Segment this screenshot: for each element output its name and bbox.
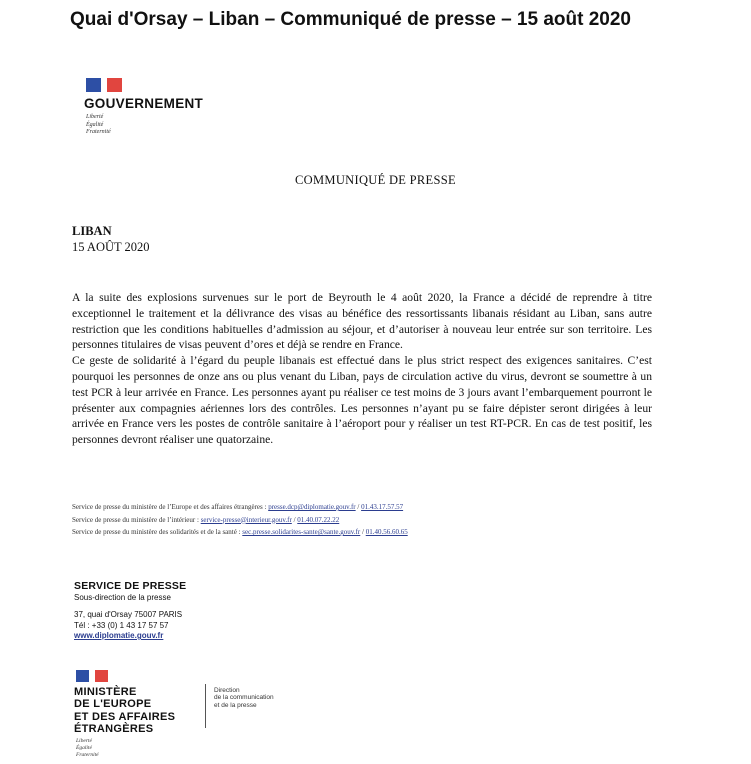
french-flag-logo — [86, 78, 122, 92]
ministry-line-3: ET DES AFFAIRES — [74, 710, 176, 723]
letterhead-divider — [205, 684, 206, 728]
ministry-name — [74, 686, 175, 735]
contact-line-interior: Service de presse du ministère de l’intérieur : service-presse@interieur.gouv.fr / 01.40.07.22.22 — [72, 515, 340, 524]
press-service-subtitle: Sous-direction de la presse — [74, 593, 171, 602]
contact-label: Service de presse du ministère de l’intérieur : — [72, 515, 199, 524]
contact-line-mfa: Service de presse du ministère de l’Europe et des affaires étrangères : presse.dcp@diplomatie.gouv.fr / 01.43.17.57.57 — [72, 503, 404, 511]
contact-line-health: Service de presse du ministère des solidarités et de la santé : sec.presse.solidarites-sante@sante.gouv.fr / 01.40.56.60.65 — [72, 528, 408, 536]
dateline-date: 15 AOÛT 2020 — [72, 240, 150, 254]
press-service-address: 37, quai d'Orsay 75007 PARIS — [74, 610, 183, 619]
press-service-block — [74, 580, 186, 642]
press-contacts — [72, 501, 408, 539]
direction-line-1: Direction — [214, 687, 240, 694]
motto-liberte: Liberté — [76, 738, 92, 744]
ministry-line-2: DE L'EUROPE — [74, 698, 152, 711]
motto-egalite: Égalité — [86, 121, 104, 128]
motto-fraternite: Fraternité — [76, 752, 99, 758]
dateline-place: LIBAN — [72, 224, 112, 238]
press-release-body — [72, 290, 652, 448]
motto-liberte: Liberté — [86, 114, 104, 120]
direction-line-2: de la communication — [214, 694, 274, 702]
government-label: GOUVERNEMENT — [84, 96, 204, 111]
ministry-flag-logo — [76, 670, 108, 682]
contact-phone[interactable]: 01.43.17.57.57 — [361, 503, 404, 511]
press-service-address-block — [74, 610, 186, 642]
press-service-website-link[interactable]: www.diplomatie.gouv.fr — [74, 631, 164, 640]
press-release-title: COMMUNIQUÉ DE PRESSE — [295, 173, 456, 187]
page-headline: Quai d'Orsay – Liban – Communiqué de presse – 15 août 2020 — [70, 9, 631, 30]
press-service-title: SERVICE DE PRESSE — [74, 580, 187, 592]
contact-email-link[interactable]: sec.presse.solidarites-sante@sante.gouv.fr — [242, 528, 361, 536]
ministry-motto — [76, 738, 99, 759]
direction-label — [214, 687, 274, 709]
direction-line-3: et de la presse — [214, 701, 257, 709]
motto-fraternite: Fraternité — [86, 129, 111, 135]
letterhead-motto — [86, 114, 111, 137]
contact-email-link[interactable]: presse.dcp@diplomatie.gouv.fr — [268, 503, 356, 511]
body-paragraph-1: A la suite des explosions survenues sur le port de Beyrouth le 4 août 2020, la France a décidé de reprendre à titre exceptionnel le traitement et la délivrance des visas au bénéfice des ressortissants libanais résidant au Liban, sans autre restriction que les conditions habituelles d’admission au séjour, et d’autoriser à nouveau leur entrée sur son territoire. Les personnes titulaires de visas peuvent d’ores et déjà se rendre en France. — [72, 291, 652, 352]
motto-egalite: Égalité — [76, 745, 92, 751]
contact-phone[interactable]: 01.40.07.22.22 — [297, 515, 340, 524]
contact-email-link[interactable]: service-presse@interieur.gouv.fr — [200, 515, 292, 524]
ministry-line-4: ÉTRANGÈRES — [74, 722, 154, 735]
press-service-phone: Tél : +33 (0) 1 43 17 57 57 — [74, 620, 169, 630]
contact-label: Service de presse du ministère des solidarités et de la santé — [72, 528, 237, 536]
contact-label: Service de presse du ministère de l’Europe et des affaires étrangères — [72, 503, 263, 511]
ministry-line-1: MINISTÈRE — [74, 686, 137, 698]
contact-phone[interactable]: 01.40.56.60.65 — [365, 528, 408, 536]
body-paragraph-2: Ce geste de solidarité à l’égard du peuple libanais est effectué dans le plus strict respect des exigences sanitaires. C’est pourquoi les personnes de onze ans ou plus venant du Liban, pays de circulation active du virus, devront se soumettre à un test PCR à leur arrivée en France. Les personnes ayant pu réaliser ce test moins de 3 jours avant l’embarquement pourront le présenter aux compagnies aériennes lors des contrôles. Les personnes n’ayant pu se faire dépister seront dirigées à leur arrivée en France vers les postes de contrôle sanitaire à l’aéroport pour y réaliser un test RT-PCR. En cas de test positif, les personnes devront réaliser une quatorzaine. — [72, 354, 652, 447]
